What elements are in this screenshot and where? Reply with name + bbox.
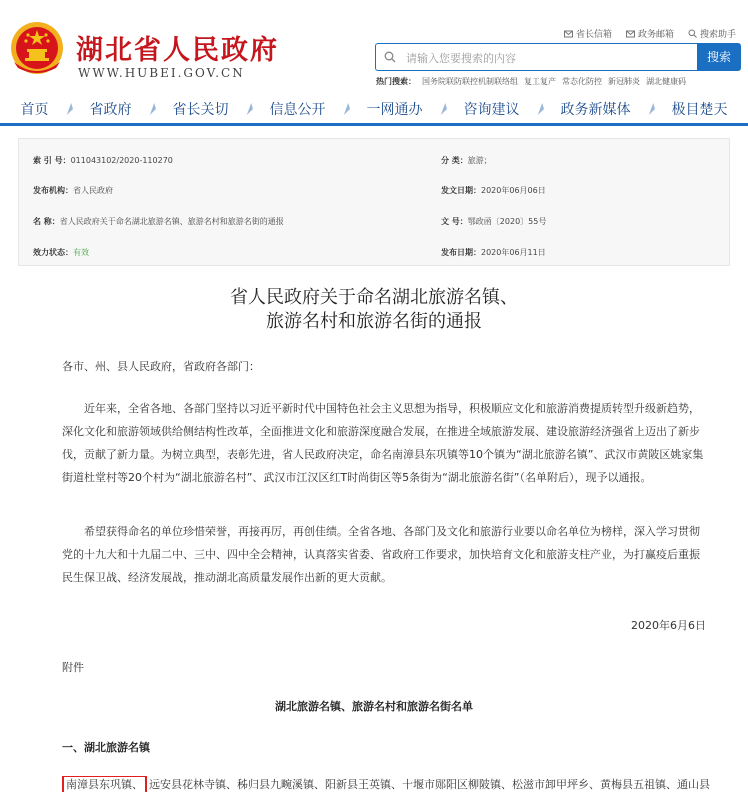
name-value: 省人民政府关于命名湖北旅游名镇、旅游名村和旅游名街的通报: [59, 217, 284, 226]
issuer-key: 发布机构：: [33, 186, 73, 195]
mailbox-icon: [564, 30, 573, 38]
hot-search-row: [376, 76, 686, 87]
hot-search-item[interactable]: 新冠肺炎: [608, 77, 640, 86]
meta-row: [19, 181, 729, 201]
document-title: [0, 286, 748, 334]
nav-item-new-media[interactable]: 政务新媒体: [540, 96, 651, 123]
section-title: 一、湖北旅游名镇: [62, 741, 150, 754]
name-key: 名 称：: [33, 217, 60, 226]
document-metadata: [18, 138, 730, 266]
publish-date-key: 发布日期：: [441, 248, 481, 257]
paragraph-2-container: [62, 520, 708, 589]
top-links: [564, 27, 736, 40]
site-header: [0, 0, 748, 90]
hot-search-item[interactable]: 湖北健康码: [646, 77, 686, 86]
governor-mailbox-label: 省长信箱: [575, 30, 612, 40]
hot-search-item[interactable]: 国务院联防联控机制联络组: [422, 77, 518, 86]
index-value: 011043102/2020-110270: [70, 156, 173, 165]
hot-search-label: 热门搜索：: [376, 77, 416, 86]
status-badge: 有效: [73, 248, 89, 257]
issue-date-value: 2020年06月06日: [481, 186, 546, 195]
gov-email-label: 政务邮箱: [637, 30, 674, 40]
nav-item-home[interactable]: 首页: [20, 102, 49, 118]
search-icon: [384, 51, 396, 63]
towns-list: [62, 776, 748, 792]
search-icon: [688, 29, 697, 38]
nav-item-info-disclosure[interactable]: 信息公开: [249, 96, 346, 123]
paragraph-2: 希望获得命名的单位珍惜荣誉，再接再厉，再创佳绩。全省各地、各部门及文化和旅游行业要以命名单位为榜样，深入学习贯彻党的十九大和十九届二中、三中、四中全会精神，认真落实省委、省政府工作要求，加快培育文化和旅游支柱产业，为打赢疫后重振民生保卫战、经济发展战，推动湖北高质量发展作出新的更大贡献。: [62, 525, 700, 584]
nav-item-consult-advice[interactable]: 咨询建议: [443, 96, 540, 123]
main-nav: [0, 96, 748, 126]
meta-row: [19, 151, 729, 171]
meta-row: [19, 212, 729, 232]
doc-number-value: 鄂政函〔2020〕55号: [467, 217, 547, 226]
search-button[interactable]: 搜索: [697, 43, 741, 71]
category-value: 旅游；: [467, 156, 492, 165]
highlighted-town: 南漳县东巩镇、: [62, 776, 147, 792]
title-line-2: 旅游名村和旅游名街的通报: [266, 311, 482, 332]
nav-item-governor-concerns[interactable]: 省长关切: [152, 96, 249, 123]
publish-date-value: 2020年06月11日: [481, 248, 546, 257]
nav-item-one-stop-service[interactable]: 一网通办: [346, 96, 443, 123]
hot-search-item[interactable]: 复工复产: [524, 77, 556, 86]
site-title[interactable]: 湖北省人民政府: [76, 35, 279, 66]
meta-row: [19, 243, 729, 263]
governor-mailbox-link[interactable]: [564, 27, 612, 40]
site-domain: WWW.HUBEI.GOV.CN: [78, 66, 245, 80]
status-key: 效力状态：: [33, 248, 73, 257]
issuer-value: 省人民政府: [73, 186, 113, 195]
gov-email-link[interactable]: [626, 27, 674, 40]
document-date: 2020年6月6日: [631, 619, 706, 632]
search-assistant-link[interactable]: [688, 27, 736, 40]
nav-item-jimu-chutian[interactable]: 极目楚天: [651, 96, 748, 123]
email-icon: [626, 30, 635, 38]
hot-search-item[interactable]: 常态化防控: [562, 77, 602, 86]
nav-item-provincial-gov[interactable]: 省政府: [69, 96, 152, 123]
attachment-label: 附件: [62, 661, 84, 674]
salutation: 各市、州、县人民政府，省政府各部门：: [62, 360, 260, 373]
national-emblem-icon: [6, 18, 68, 80]
title-line-1: 省人民政府关于命名湖北旅游名镇、: [230, 287, 518, 308]
list-title: 湖北旅游名镇、旅游名村和旅游名街名单: [275, 700, 473, 713]
paragraph-1: 近年来，全省各地、各部门坚持以习近平新时代中国特色社会主义思想为指导，积极顺应文化和旅游消费提质转型升级新趋势，深化文化和旅游领域供给侧结构性改革，全面推进文化和旅游深度融合发展，在推进全域旅游发展、建设旅游经济强省上迈出了新步伐，贡献了新力量。为树立典型，表彰先进，省人民政府决定，命名南漳县东巩镇等10个镇为“湖北旅游名镇”、武汉市黄陂区姚家集街道杜堂村等20个村为“湖北旅游名村”、武汉市江汉区红T时尚街区等5条街为“湖北旅游名街”（名单附后），现予以通报。: [62, 402, 704, 484]
doc-number-key: 文 号：: [441, 217, 468, 226]
search-assistant-label: 搜索助手: [699, 30, 736, 40]
index-key: 索 引 号：: [33, 156, 71, 165]
towns-rest: 远安县花林寺镇、秭归县九畹溪镇、阳新县王英镇、十堰市郧阳区柳陂镇、松滋市卸甲坪乡、黄梅县五祖镇、通山县: [149, 778, 710, 791]
search-box: [375, 43, 697, 71]
category-key: 分 类：: [441, 156, 468, 165]
search-input[interactable]: [404, 46, 688, 70]
issue-date-key: 发文日期：: [441, 186, 481, 195]
paragraph-1-container: [62, 397, 708, 489]
